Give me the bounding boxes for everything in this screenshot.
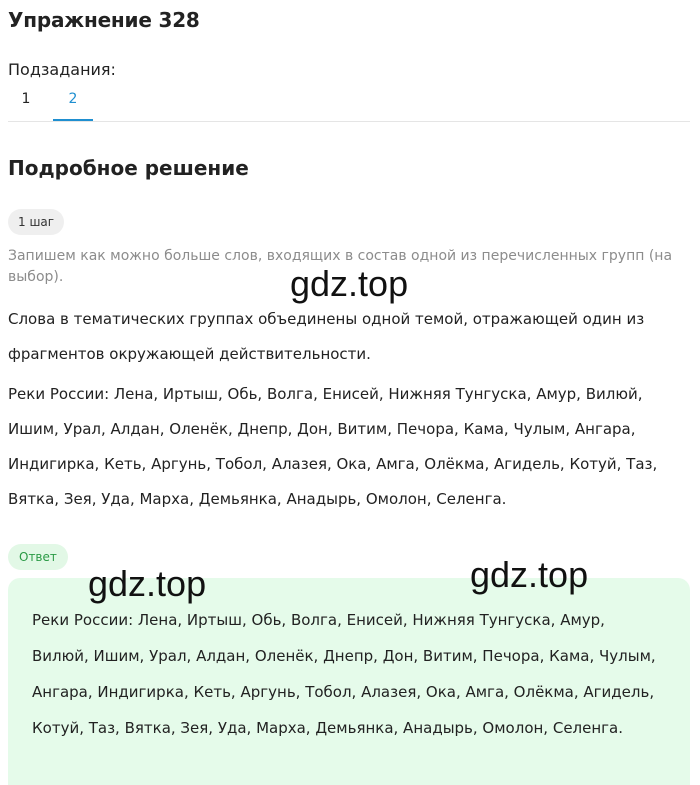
solution-rivers-list: Реки России: Лена, Иртыш, Обь, Волга, Енисей, Нижняя Тунгуска, Амур, Вилюй, Ишим, Урал, Алдан, Оленёк, Днепр, Дон, Витим, Печора, Кама, Чулым, Ангара, Индигирка, Кеть, Аргунь, Тобол, Алазея, Ока, Амга, Олёкма, Агидель, Котуй, Таз, Вятка, Зея, Уда, Марха, Демьянка, Анадырь, Омолон, Селенга.	[8, 385, 658, 508]
tab-subtask-1[interactable]: 1	[21, 91, 31, 107]
answer-box	[8, 578, 690, 785]
watermark: gdz.top	[290, 263, 409, 304]
answer-badge: Ответ	[8, 544, 68, 570]
subtask-tabs	[8, 86, 690, 122]
watermark: gdz.top	[88, 563, 207, 604]
step-badge: 1 шаг	[8, 209, 64, 235]
tab-subtask-2[interactable]: 2	[53, 91, 93, 121]
solution-title: Подробное решение	[8, 156, 249, 180]
answer-text: Реки России: Лена, Иртыш, Обь, Волга, Енисей, Нижняя Тунгуска, Амур, Вилюй, Ишим, Урал, Алдан, Оленёк, Днепр, Дон, Витим, Печора, Кама, Чулым, Ангара, Индигирка, Кеть, Аргунь, Тобол, Алазея, Ока, Амга, Олёкма, Агидель, Котуй, Таз, Вятка, Зея, Уда, Марха, Демьянка, Анадырь, Омолон, Селенга.	[32, 611, 656, 737]
page-title: Упражнение 328	[8, 8, 200, 32]
watermark: gdz.top	[470, 554, 589, 595]
step-note: Запишем как можно больше слов, входящих в состав одной из перечисленных групп (на выбор).	[8, 248, 673, 285]
subtasks-label: Подзадания:	[8, 60, 116, 79]
solution-paragraph: Слова в тематических группах объединены одной темой, отражающей один из фрагментов окружающей действительности.	[8, 310, 645, 363]
